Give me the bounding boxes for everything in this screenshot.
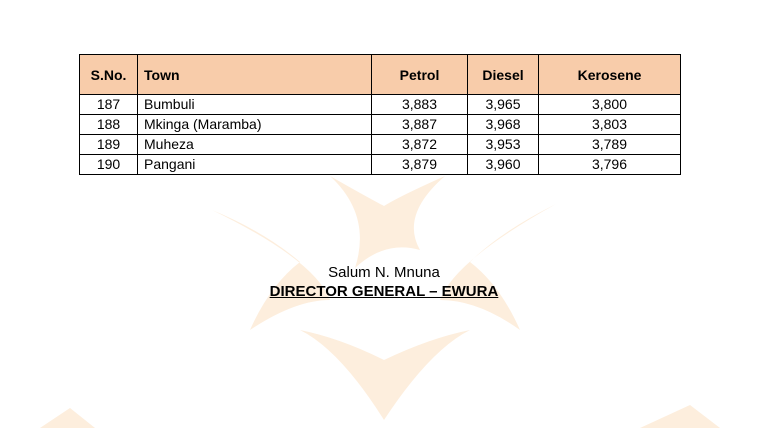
cell-diesel: 3,965	[468, 95, 539, 115]
header-town: Town	[138, 55, 372, 95]
table-row	[80, 95, 681, 115]
table-row	[80, 155, 681, 175]
header-diesel: Diesel	[468, 55, 539, 95]
cell-sno: 187	[80, 95, 138, 115]
cell-kerosene: 3,789	[539, 135, 681, 155]
header-sno: S.No.	[80, 55, 138, 95]
cell-diesel: 3,968	[468, 115, 539, 135]
cell-petrol: 3,872	[372, 135, 468, 155]
table-header-row	[80, 55, 681, 95]
cell-sno: 189	[80, 135, 138, 155]
header-kerosene: Kerosene	[539, 55, 681, 95]
cell-town: Pangani	[138, 155, 372, 175]
cell-kerosene: 3,803	[539, 115, 681, 135]
signatory-name: Salum N. Mnuna	[328, 264, 440, 281]
cell-kerosene: 3,800	[539, 95, 681, 115]
cell-town: Mkinga (Maramba)	[138, 115, 372, 135]
cell-sno: 188	[80, 115, 138, 135]
cell-town: Bumbuli	[138, 95, 372, 115]
cell-town: Muheza	[138, 135, 372, 155]
table-row	[80, 135, 681, 155]
cell-petrol: 3,883	[372, 95, 468, 115]
cell-petrol: 3,879	[372, 155, 468, 175]
fuel-price-table	[79, 54, 681, 175]
header-petrol: Petrol	[372, 55, 468, 95]
table-row	[80, 115, 681, 135]
cell-sno: 190	[80, 155, 138, 175]
cell-petrol: 3,887	[372, 115, 468, 135]
signatory-title: DIRECTOR GENERAL – EWURA	[269, 283, 499, 300]
cell-kerosene: 3,796	[539, 155, 681, 175]
cell-diesel: 3,960	[468, 155, 539, 175]
cell-diesel: 3,953	[468, 135, 539, 155]
